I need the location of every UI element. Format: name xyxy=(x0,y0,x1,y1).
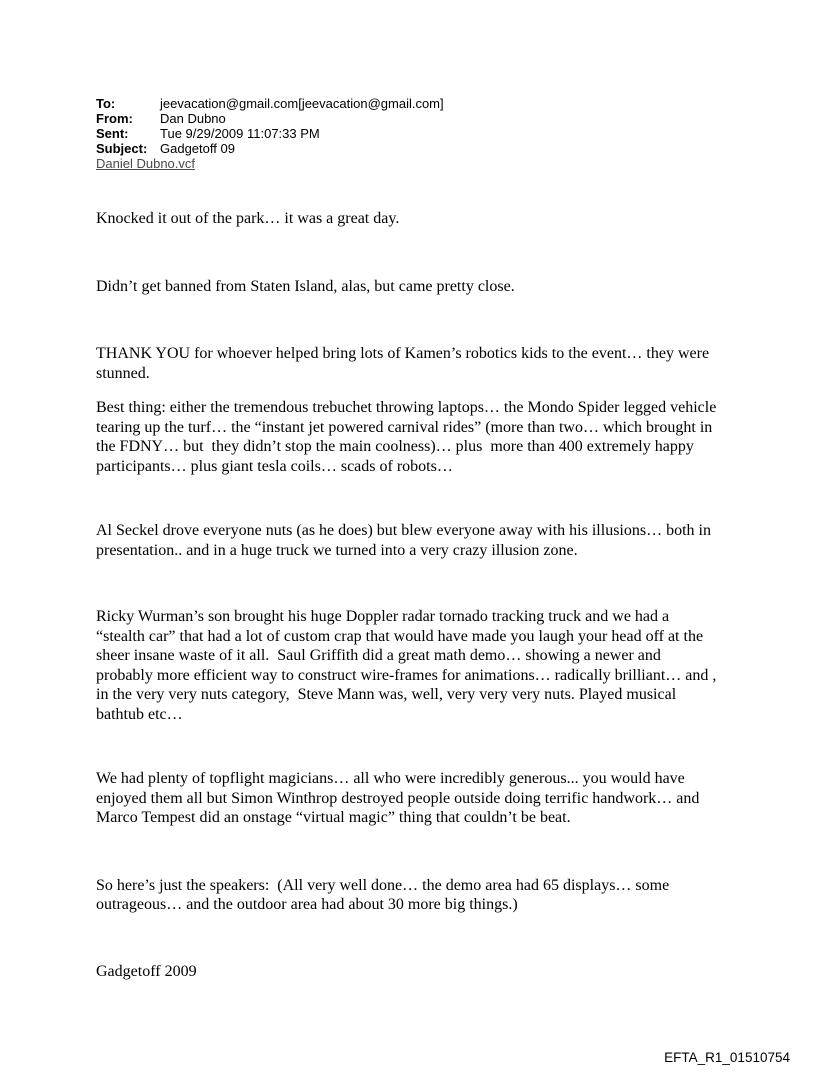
from-value: Dan Dubno xyxy=(160,111,226,126)
body-paragraph: Knocked it out of the park… it was a great day. xyxy=(96,210,400,227)
sent-value: Tue 9/29/2009 11:07:33 PM xyxy=(160,126,320,141)
subject-value: Gadgetoff 09 xyxy=(160,141,235,156)
attachment-line xyxy=(96,156,720,171)
body-paragraph: Best thing: either the tremendous trebuchet throwing laptops… the Mondo Spider legged vehicle tearing up the turf… the “instant jet powered carnival rides” (more than two… which brought in the FDNY… but they didn’t stop the main coolness)… plus more than 400 extremely happy participants… plus giant tesla coils… scads of robots… xyxy=(96,399,721,475)
to-value: jeevacation@gmail.com[jeevacation@gmail.com] xyxy=(160,96,444,111)
body-paragraph: THANK YOU for whoever helped bring lots of Kamen’s robotics kids to the event… they were stunned. xyxy=(96,345,714,382)
subject-label: Subject: xyxy=(96,141,148,156)
signature: Gadgetoff 2009 xyxy=(96,962,197,980)
to-label: To: xyxy=(96,96,116,111)
email-header-block xyxy=(96,96,720,171)
body-paragraph: So here’s just the speakers: (All very well done… the demo area had 65 displays… some outrageous… and the outdoor area had about 30 more big things.) xyxy=(96,876,674,913)
header-row-to xyxy=(96,96,720,111)
attachment-link[interactable]: Daniel Dubno.vcf xyxy=(96,156,195,171)
header-row-subject xyxy=(96,141,720,156)
body-paragraph: Al Seckel drove everyone nuts (as he does) but blew everyone away with his illusions… both in presentation.. and in a huge truck we turned into a very crazy illusion zone. xyxy=(96,522,715,559)
header-row-sent xyxy=(96,126,720,141)
sent-label: Sent: xyxy=(96,126,129,141)
header-row-from xyxy=(96,111,720,126)
body-paragraph: Ricky Wurman’s son brought his huge Doppler radar tornado tracking truck and we had a “stealth car” that had a lot of custom crap that would have made you laugh your head off at the sheer insane waste of it all. Saul Griffith did a great math demo… showing a newer and probably more efficient way to construct wire-frames for animations… radically brilliant… and , in the very very nuts category, Steve Mann was, well, very very very nuts. Played musical bathtub etc… xyxy=(96,608,721,723)
email-body xyxy=(96,209,720,981)
bates-number: EFTA_R1_01510754 xyxy=(664,1050,790,1065)
body-paragraph: Didn’t get banned from Staten Island, alas, but came pretty close. xyxy=(96,277,515,295)
body-paragraph: We had plenty of topflight magicians… all who were incredibly generous... you would have enjoyed them all but Simon Winthrop destroyed people outside doing terrific handwork… and Marco Tempest did an onstage “virtual magic” thing that couldn’t be beat. xyxy=(96,770,704,826)
from-label: From: xyxy=(96,111,133,126)
